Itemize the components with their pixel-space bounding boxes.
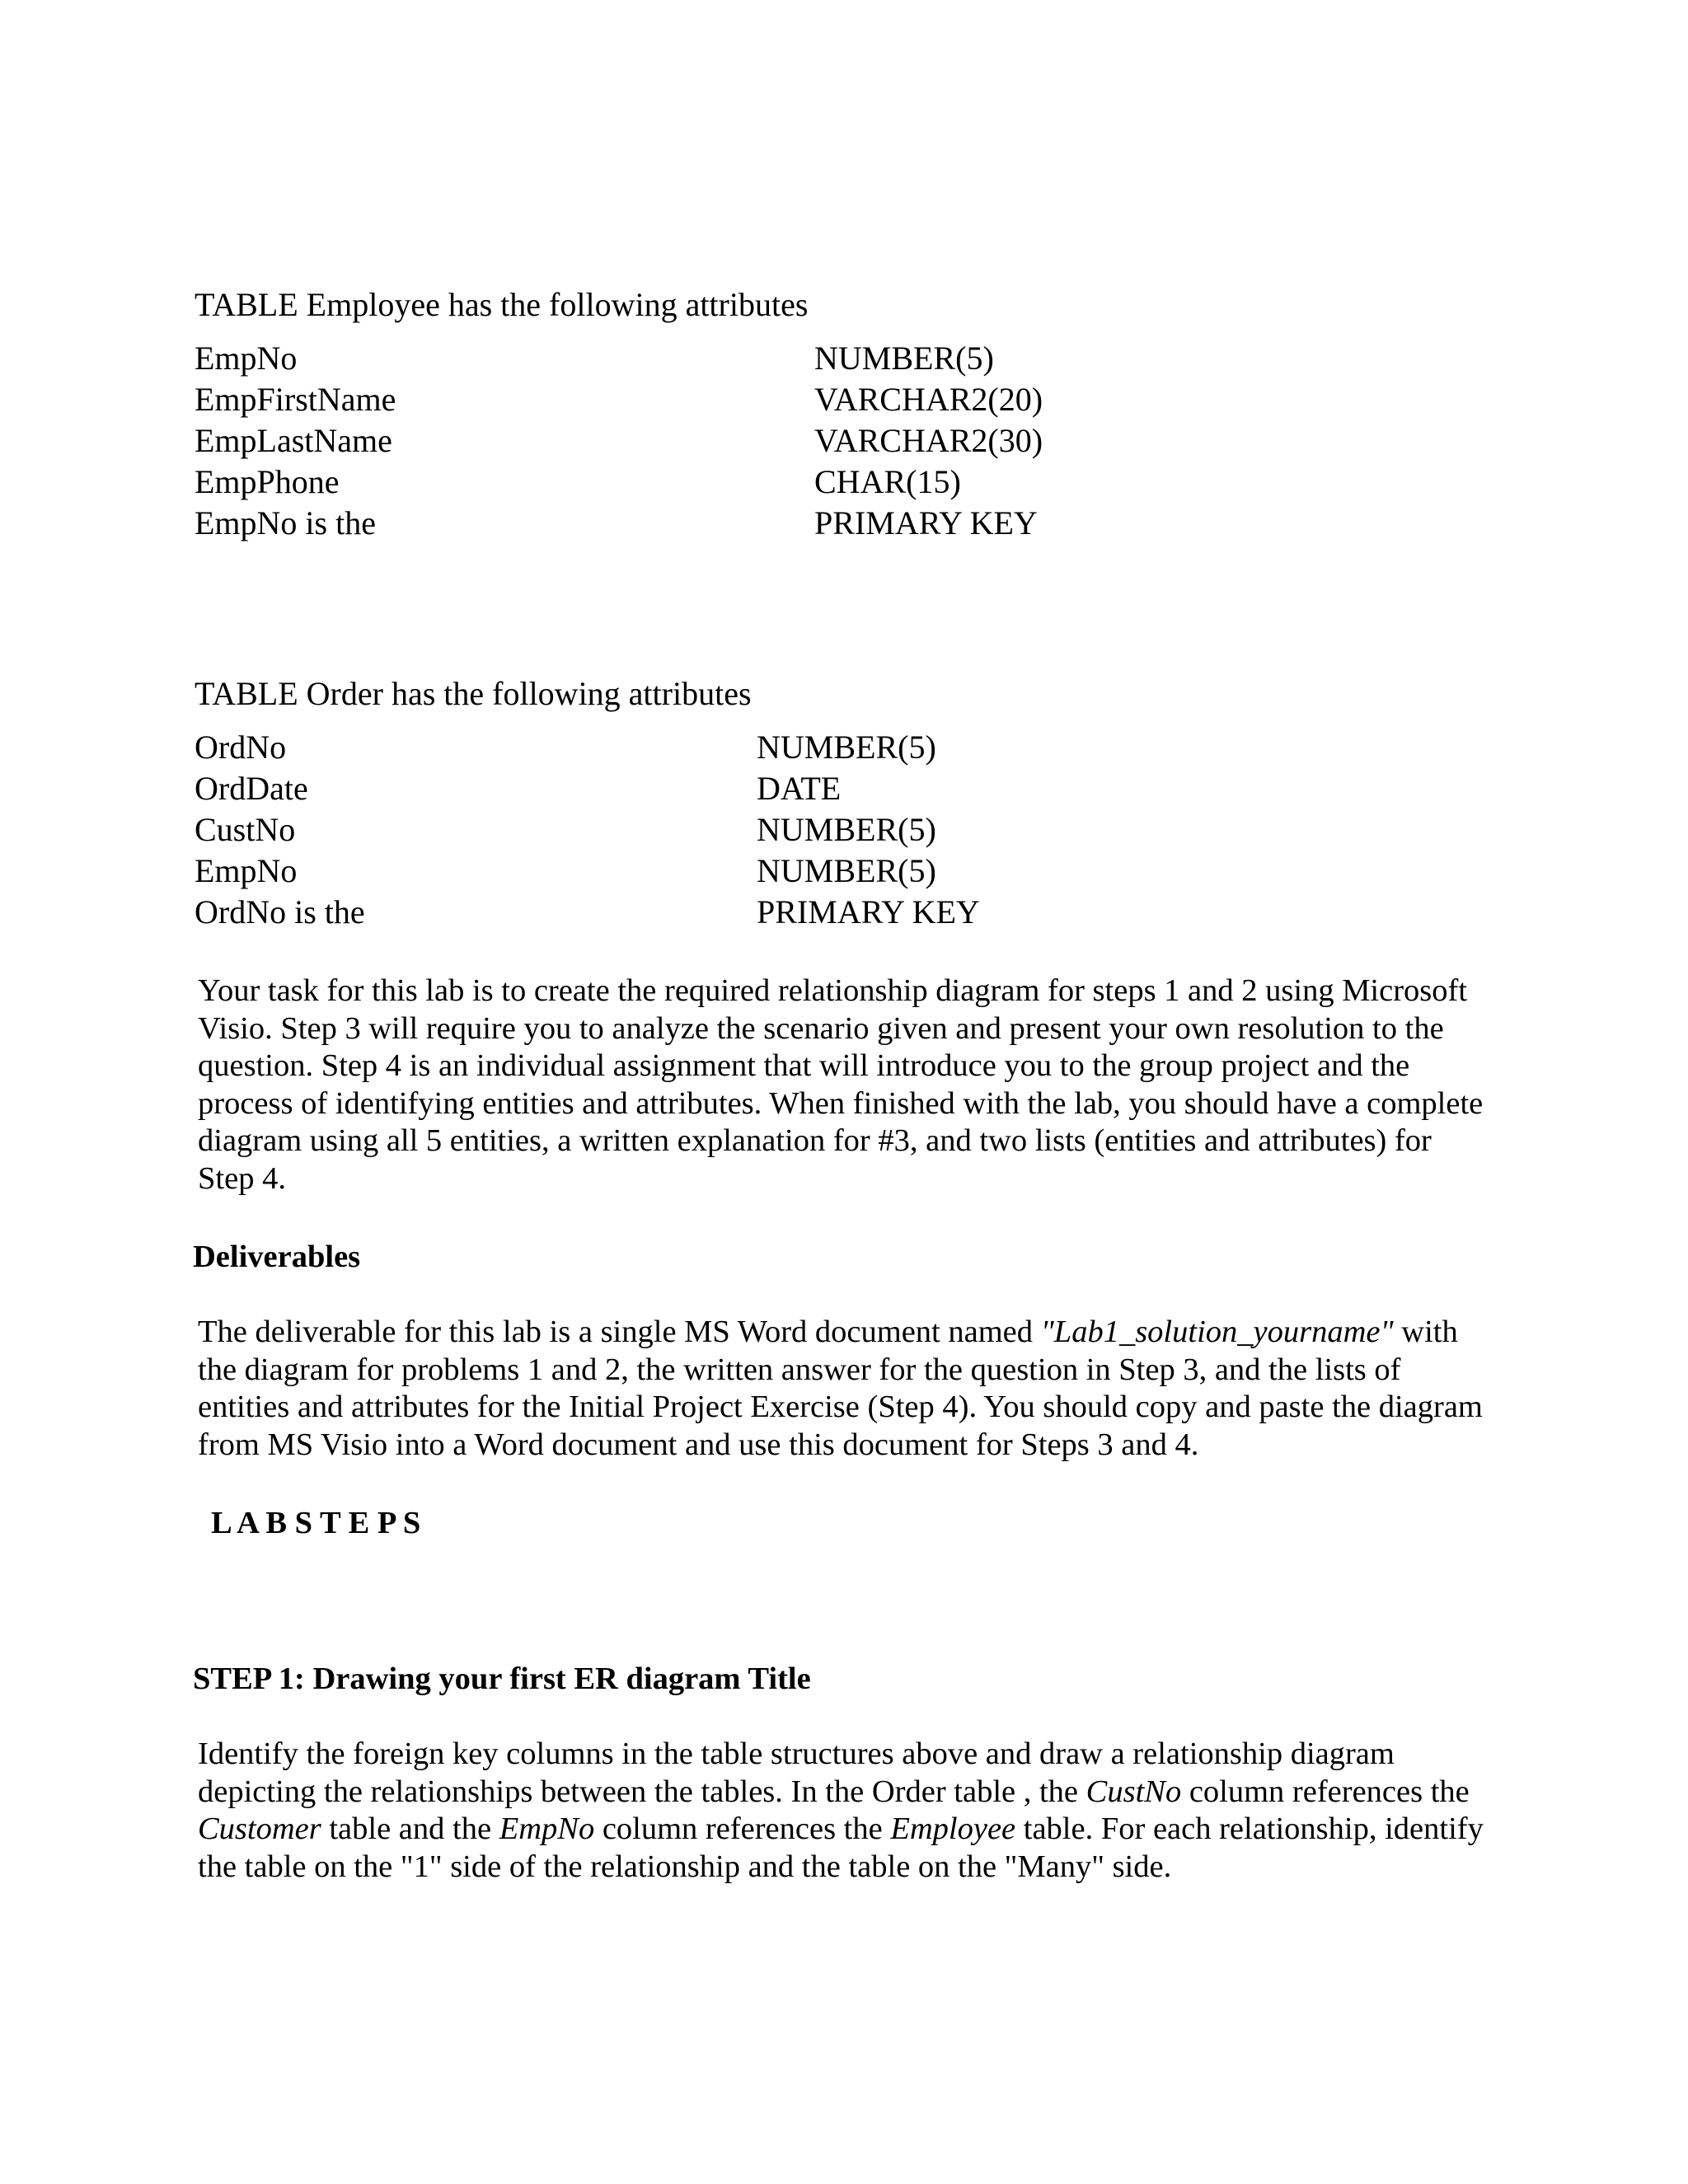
step1-text: Identify the foreign key columns in the table structures above and draw a relationship diagram depicting the relationships between the tables. In the Order table , the [198,1736,1395,1809]
employee-attr-name: EmpLastName [195,422,392,459]
deliverables-text: with the diagram for problems 1 and 2, the written answer for the question in Step 3, and the lists of entities and attributes for the Initial Project Exercise (Step 4). You should copy and paste the diagram from MS Visio into a Word document and use this document for Steps 3 and 4. [198,1315,1483,1462]
employee-attr-type: VARCHAR2(20) [814,381,1043,418]
step1-text: table and the [321,1811,499,1846]
order-attr-type: PRIMARY KEY [757,893,980,930]
employee-attr-type: NUMBER(5) [814,340,994,377]
order-attr-name: OrdNo [195,729,287,766]
order-table-title: TABLE Order has the following attributes [195,675,752,712]
step1-employee: Employee [890,1811,1016,1846]
deliverables-text: The deliverable for this lab is a single MS Word document named [198,1315,1041,1349]
order-attr-name: OrdDate [195,770,308,807]
deliverables-heading: Deliverables [193,1240,361,1274]
order-attr-type: DATE [757,770,842,807]
task-paragraph: Your task for this lab is to create the required relationship diagram for steps 1 and 2 using Microsoft Visio. Step 3 will require you to analyze the scenario given and present your own resolution to the question. Step 4 is an individual assignment that will introduce you to the group project and the process of identifying entities and attributes. When finished with the lab, you should have a complete diagram using all 5 entities, a written explanation for #3, and two lists (entities and attributes) for Step 4. [198,973,1484,1196]
labsteps-heading: L A B S T E P S [211,1506,421,1540]
step1-empno: EmpNo [499,1811,595,1846]
step1-custno: CustNo [1085,1774,1182,1809]
step1-heading: STEP 1: Drawing your first ER diagram Title [193,1661,811,1696]
step1-text: column references the [1181,1774,1470,1809]
employee-attr-name: EmpPhone [195,463,340,500]
order-attr-type: NUMBER(5) [757,852,936,889]
employee-table-title: TABLE Employee has the following attributes [195,286,809,323]
order-attr-name: EmpNo [195,852,298,889]
order-attr-name: CustNo [195,811,296,848]
step1-customer: Customer [198,1811,321,1846]
deliverables-filename: "Lab1_solution_yourname" [1040,1315,1394,1349]
deliverables-paragraph [198,1314,1492,1464]
order-attr-type: NUMBER(5) [757,811,936,848]
employee-attr-name: EmpNo [195,340,298,377]
employee-attr-name: EmpFirstName [195,381,396,418]
employee-attr-type: PRIMARY KEY [814,504,1038,541]
employee-attr-name: EmpNo is the [195,504,376,541]
order-attr-type: NUMBER(5) [757,729,936,766]
step1-paragraph [198,1736,1492,1886]
employee-attr-type: VARCHAR2(30) [814,422,1043,459]
order-attr-name: OrdNo is the [195,893,365,930]
step1-text: table. For each relationship, identify the table on the "1" side of the relationship and the table on the "Many" side. [198,1811,1484,1884]
step1-text: column references the [594,1811,891,1846]
employee-attr-type: CHAR(15) [814,463,961,500]
